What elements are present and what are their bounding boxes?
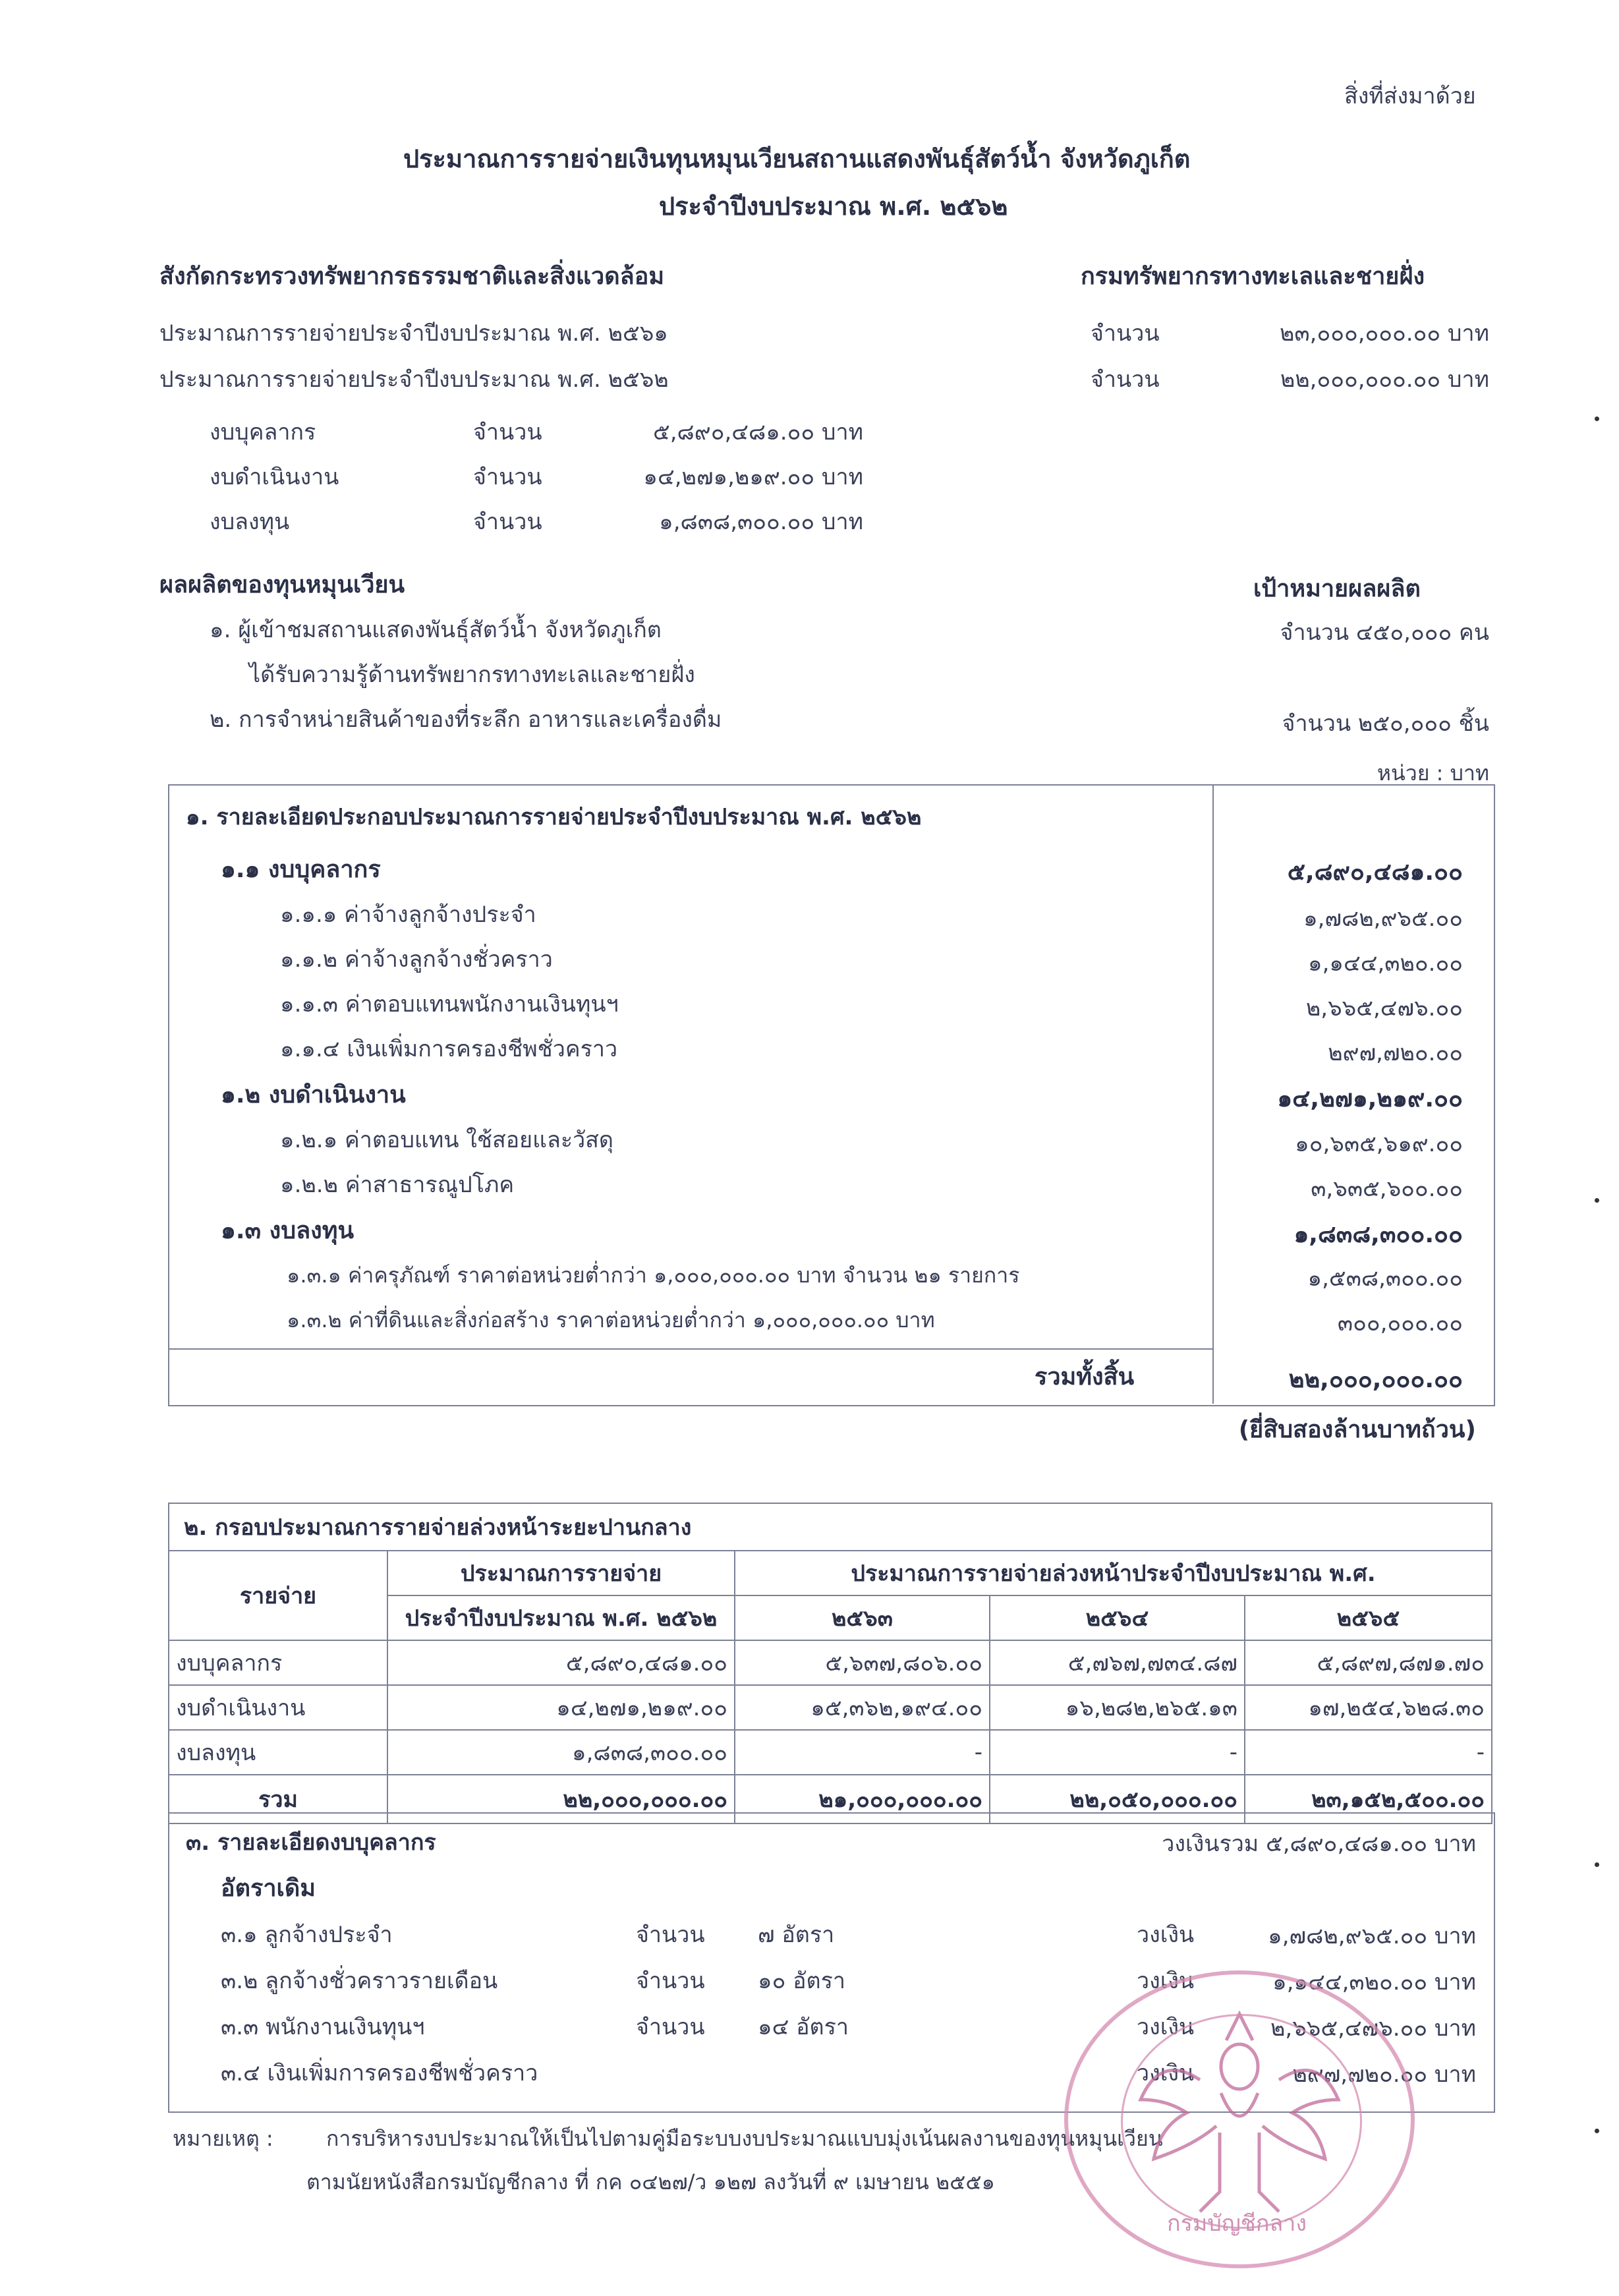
section2-cell: ๑๕,๓๖๒,๑๙๔.๐๐ xyxy=(735,1685,990,1730)
section1-row-label: ๑.๓.๑ ค่าครุภัณฑ์ ราคาต่อหน่วยต่ำกว่า ๑,๐๐๐,๐๐๐.๐๐ บาท จำนวน ๒๑ รายการ xyxy=(287,1263,1020,1288)
section3-row-amount: ๑,๑๔๔,๓๒๐.๐๐ บาท xyxy=(1272,1969,1476,1995)
section1-row-amount: ๓,๖๓๕,๖๐๐.๐๐ xyxy=(1311,1176,1463,1202)
scan-dot xyxy=(1595,1198,1599,1203)
section1-row-amount: ๓๐๐,๐๐๐.๐๐ xyxy=(1337,1310,1463,1336)
section2-total-cell: ๒๓,๑๕๒,๕๐๐.๐๐ xyxy=(1245,1775,1492,1823)
section1-row-label: ๑.๑ งบบุคลากร xyxy=(221,856,381,883)
section1-total-rule xyxy=(168,1348,1214,1350)
section3-row-label: ๓.๑ ลูกจ้างประจำ xyxy=(221,1922,393,1948)
section3-row-qty-label: จำนวน xyxy=(636,2014,705,2040)
section3-row-budget-label: วงเงิน xyxy=(1137,2014,1195,2040)
section1-row-amount: ๑๐,๖๓๕,๖๑๙.๐๐ xyxy=(1295,1131,1463,1157)
section3-row-amount: ๒,๖๖๕,๔๗๖.๐๐ บาท xyxy=(1270,2015,1476,2042)
section1-row-label: ๑.๒ งบดำเนินงาน xyxy=(221,1081,406,1108)
section2-year: ๒๕๖๔ xyxy=(990,1595,1245,1640)
section1-total-label: รวมทั้งสิ้น xyxy=(1035,1363,1135,1391)
output-2-target: จำนวน ๒๕๐,๐๐๐ ชิ้น xyxy=(1282,710,1489,737)
section2-year: ๒๕๖๕ xyxy=(1245,1595,1492,1640)
section3-row-amount: ๒๙๗,๗๒๐.๐๐ บาท xyxy=(1292,2061,1476,2088)
section2-cell: ๑๔,๒๗๑,๒๑๙.๐๐ xyxy=(387,1685,735,1730)
section3-budget-total: วงเงินรวม ๕,๘๙๐,๔๘๑.๐๐ บาท xyxy=(1162,1831,1476,1857)
section3-heading: ๓. รายละเอียดงบบุคลากร xyxy=(186,1829,436,1856)
remark-label: หมายเหตุ : xyxy=(173,2126,273,2151)
section2-total-cell: ๒๒,๐๕๐,๐๐๐.๐๐ xyxy=(990,1775,1245,1823)
remark-line-1: การบริหารงบประมาณให้เป็นไปตามคู่มือระบบงบประมาณแบบมุ่งเน้นผลงานของทุนหมุนเวียน xyxy=(326,2126,1163,2151)
section2-cell: ๕,๘๙๗,๘๗๑.๗๐ xyxy=(1245,1640,1492,1685)
section2-col-current-line-2: ประจำปีงบประมาณ พ.ศ. ๒๕๖๒ xyxy=(387,1595,735,1640)
ministry: สังกัดกระทรวงทรัพยากรธรรมชาติและสิ่งแวดล้อม xyxy=(159,263,665,290)
section1-row-amount: ๑,๗๘๒,๙๖๕.๐๐ xyxy=(1303,905,1463,932)
budget-investment-label: งบลงทุน xyxy=(210,509,290,535)
section3-row-budget-label: วงเงิน xyxy=(1137,1968,1195,1994)
title-line-2: ประจำปีงบประมาณ พ.ศ. ๒๕๖๒ xyxy=(659,192,1008,221)
section1-row-amount: ๒๙๗,๗๒๐.๐๐ xyxy=(1328,1040,1463,1066)
section2-col-item: รายจ่าย xyxy=(169,1551,387,1640)
section1-row-label: ๑.๒.๒ ค่าสาธารณูปโภค xyxy=(280,1172,515,1198)
section2-cell: - xyxy=(735,1730,990,1775)
estimate-2561-label: ประมาณการรายจ่ายประจำปีงบประมาณ พ.ศ. ๒๕๖๑ xyxy=(159,320,668,347)
budget-personnel-amount: ๕,๘๙๐,๔๘๑.๐๐ บาท xyxy=(653,419,863,445)
output-1-line-2: ได้รับความรู้ด้านทรัพยากรทางทะเลและชายฝั่ง xyxy=(249,662,695,688)
section1-row-label: ๑.๒.๑ ค่าตอบแทน ใช้สอยและวัสดุ xyxy=(280,1127,613,1153)
output-2-line-1: ๒. การจำหน่ายสินค้าของที่ระลึก อาหารและเครื่องดื่ม xyxy=(210,706,722,733)
section1-row-label: ๑.๓.๒ ค่าที่ดินและสิ่งก่อสร้าง ราคาต่อหน่วยต่ำกว่า ๑,๐๐๐,๐๐๐.๐๐ บาท xyxy=(287,1307,935,1333)
table-row xyxy=(169,1640,1492,1685)
section2-cell: ๕,๘๙๐,๔๘๑.๐๐ xyxy=(387,1640,735,1685)
scan-dot xyxy=(1595,2129,1599,2133)
section2-year: ๒๕๖๓ xyxy=(735,1595,990,1640)
section1-column-divider xyxy=(1212,784,1214,1404)
estimate-2561-qty-label: จำนวน xyxy=(1091,320,1160,347)
section3-subheading: อัตราเดิม xyxy=(221,1875,316,1902)
section2-cell: - xyxy=(1245,1730,1492,1775)
section1-row-label: ๑.๑.๔ เงินเพิ่มการครองชีพชั่วคราว xyxy=(280,1036,618,1062)
unit-note: หน่วย : บาท xyxy=(1377,761,1489,786)
section1-row-amount: ๑๔,๒๗๑,๒๑๙.๐๐ xyxy=(1277,1085,1463,1112)
budget-operating-amount: ๑๔,๒๗๑,๒๑๙.๐๐ บาท xyxy=(643,464,863,490)
section1-total-amount: ๒๒,๐๐๐,๐๐๐.๐๐ xyxy=(1288,1366,1463,1393)
section1-row-label: ๑.๑.๑ ค่าจ้างลูกจ้างประจำ xyxy=(280,902,536,928)
section1-row-amount: ๑,๘๓๘,๓๐๐.๐๐ xyxy=(1293,1221,1463,1248)
section3-row-amount: ๑,๗๘๒,๙๖๕.๐๐ บาท xyxy=(1268,1923,1476,1949)
budget-investment-qty-label: จำนวน xyxy=(473,509,542,535)
table-row xyxy=(169,1730,1492,1775)
outputs-target-heading: เป้าหมายผลผลิต xyxy=(1253,575,1421,602)
section1-row-label: ๑.๑.๓ ค่าตอบแทนพนักงานเงินทุนฯ xyxy=(280,991,619,1018)
section2-cell: ๑,๘๓๘,๓๐๐.๐๐ xyxy=(387,1730,735,1775)
comptroller-seal xyxy=(1064,1970,1415,2268)
section1-row-amount: ๑,๑๔๔,๓๒๐.๐๐ xyxy=(1308,950,1463,977)
remark-line-2: ตามนัยหนังสือกรมบัญชีกลาง ที่ กค ๐๔๒๗/ว ๑๒๗ ลงวันที่ ๙ เมษายน ๒๕๕๑ xyxy=(306,2169,995,2195)
section3-row-qty: ๑๐ อัตรา xyxy=(758,1968,845,1994)
section1-row-label: ๑.๑.๒ ค่าจ้างลูกจ้างชั่วคราว xyxy=(280,946,553,973)
section3-row-budget-label: วงเงิน xyxy=(1137,1922,1195,1948)
section3-row-budget-label: วงเงิน xyxy=(1137,2060,1195,2086)
section1-row-amount: ๑,๕๓๘,๓๐๐.๐๐ xyxy=(1307,1265,1463,1292)
section2-col-forward: ประมาณการรายจ่ายล่วงหน้าประจำปีงบประมาณ พ.ศ. xyxy=(735,1551,1492,1595)
section2-row-label: งบดำเนินงาน xyxy=(169,1685,387,1730)
section3-row-label: ๓.๒ ลูกจ้างชั่วคราวรายเดือน xyxy=(221,1968,498,1994)
estimate-2561-amount: ๒๓,๐๐๐,๐๐๐.๐๐ บาท xyxy=(1280,320,1489,347)
budget-operating-label: งบดำเนินงาน xyxy=(210,464,339,490)
output-1-target: จำนวน ๔๕๐,๐๐๐ คน xyxy=(1280,619,1489,646)
budget-investment-amount: ๑,๘๓๘,๓๐๐.๐๐ บาท xyxy=(659,509,863,535)
estimate-2562-amount: ๒๒,๐๐๐,๐๐๐.๐๐ บาท xyxy=(1280,366,1489,393)
section1-heading: ๑. รายละเอียดประกอบประมาณการรายจ่ายประจำปีงบประมาณ พ.ศ. ๒๕๖๒ xyxy=(186,804,922,830)
section2-cell: - xyxy=(990,1730,1245,1775)
section1-row-amount: ๒,๖๖๕,๔๗๖.๐๐ xyxy=(1305,995,1463,1021)
section2-row-label: งบบุคลากร xyxy=(169,1640,387,1685)
section2-col-current-line-1: ประมาณการรายจ่าย xyxy=(387,1551,735,1595)
section1-row-label: ๑.๓ งบลงทุน xyxy=(221,1217,355,1244)
section2-table xyxy=(168,1503,1492,1824)
section2-cell: ๑๖,๒๘๒,๒๖๕.๑๓ xyxy=(990,1685,1245,1730)
estimate-2562-label: ประมาณการรายจ่ายประจำปีงบประมาณ พ.ศ. ๒๕๖๒ xyxy=(159,366,669,393)
outputs-heading: ผลผลิตของทุนหมุนเวียน xyxy=(159,571,405,598)
budget-personnel-qty-label: จำนวน xyxy=(473,419,542,445)
section3-row-qty: ๗ อัตรา xyxy=(758,1922,835,1948)
title-line-1: ประมาณการรายจ่ายเงินทุนหมุนเวียนสถานแสดงพันธุ์สัตว์น้ำ จังหวัดภูเก็ต xyxy=(403,144,1191,173)
section2-total-cell: ๒๒,๐๐๐,๐๐๐.๐๐ xyxy=(387,1775,735,1823)
scan-dot xyxy=(1595,1862,1599,1867)
section3-row-qty-label: จำนวน xyxy=(636,1968,705,1994)
section2-cell: ๕,๗๖๗,๗๓๔.๘๗ xyxy=(990,1640,1245,1685)
section2-total-cell: ๒๑,๐๐๐,๐๐๐.๐๐ xyxy=(735,1775,990,1823)
budget-personnel-label: งบบุคลากร xyxy=(210,419,316,445)
budget-operating-qty-label: จำนวน xyxy=(473,464,542,490)
estimate-2562-qty-label: จำนวน xyxy=(1091,366,1160,393)
section1-row-amount: ๕,๘๙๐,๔๘๑.๐๐ xyxy=(1287,859,1463,886)
section3-row-label: ๓.๓ พนักงานเงินทุนฯ xyxy=(221,2014,425,2040)
department: กรมทรัพยากรทางทะเลและชายฝั่ง xyxy=(1081,263,1425,290)
section1-total-words: (ยี่สิบสองล้านบาทถ้วน) xyxy=(1238,1416,1476,1443)
table-row xyxy=(169,1685,1492,1730)
section2-row-label: งบลงทุน xyxy=(169,1730,387,1775)
section2-cell: ๕,๖๓๗,๘๐๖.๐๐ xyxy=(735,1640,990,1685)
section2-total-label: รวม xyxy=(169,1775,387,1823)
scan-dot xyxy=(1595,416,1599,421)
seal-text: กรมบัญชีกลาง xyxy=(1167,2210,1307,2237)
section3-row-qty: ๑๔ อัตรา xyxy=(758,2014,849,2040)
attachment-note: สิ่งที่ส่งมาด้วย xyxy=(1344,83,1476,109)
section3-row-qty-label: จำนวน xyxy=(636,1922,705,1948)
section3-row-label: ๓.๔ เงินเพิ่มการครองชีพชั่วคราว xyxy=(221,2060,538,2086)
output-1-line-1: ๑. ผู้เข้าชมสถานแสดงพันธุ์สัตว์น้ำ จังหวัดภูเก็ต xyxy=(210,617,662,643)
section2-heading: ๒. กรอบประมาณการรายจ่ายล่วงหน้าระยะปานกลาง xyxy=(169,1503,1492,1551)
section2-cell: ๑๗,๒๕๔,๖๒๘.๓๐ xyxy=(1245,1685,1492,1730)
